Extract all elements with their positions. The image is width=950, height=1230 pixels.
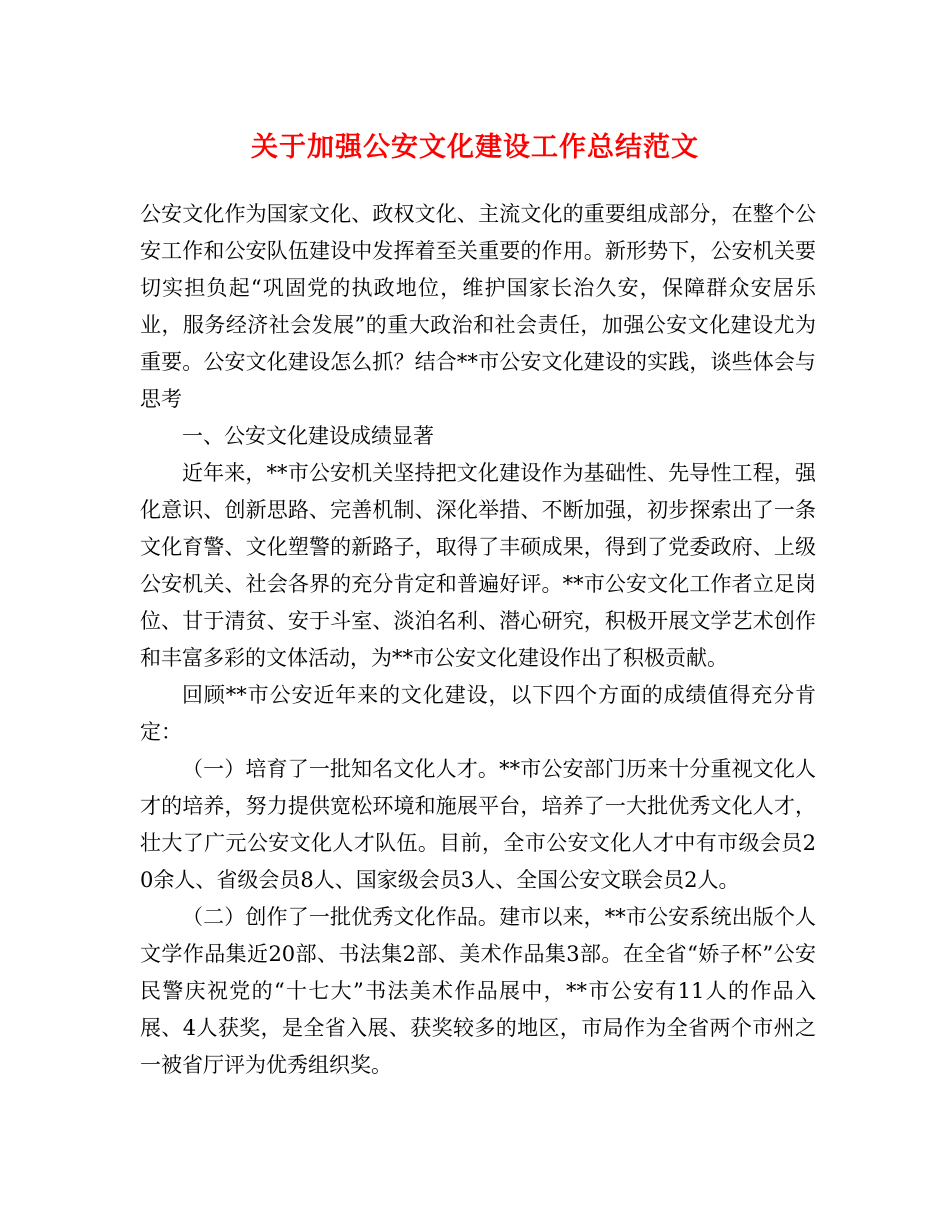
paragraph-review: 回顾**市公安近年来的文化建设，以下四个方面的成绩值得充分肯定：: [140, 683, 816, 744]
document-body: [140, 196, 816, 1084]
paragraph-intro: 公安文化作为国家文化、政权文化、主流文化的重要组成部分，在整个公安工作和公安队伍建设中发挥着至关重要的作用。新形势下，公安机关要切实担负起“巩固党的执政地位，维护国家长治久安，保障群众安居乐业，服务经济社会发展”的重大政治和社会责任，加强公安文化建设尤为重要。公安文化建设怎么抓？结合**市公安文化建设的实践，谈些体会与思考: [140, 202, 816, 411]
document-title: 关于加强公安文化建设工作总结范文: [251, 132, 699, 163]
section-heading-1: 一、公安文化建设成绩显著: [182, 424, 434, 448]
paragraph-talent: （一）培育了一批知名文化人才。**市公安部门历来十分重视文化人才的培养，努力提供宽松环境和施展平台，培养了一大批优秀文化人才，壮大了广元公安文化人才队伍。目前，全市公安文化人才中有市级会员20余人、省级会员8人、国家级会员3人、全国公安文联会员2人。: [140, 757, 816, 892]
paragraph-achievements: 近年来，**市公安机关坚持把文化建设作为基础性、先导性工程，强化意识、创新思路、完善机制、深化举措、不断加强，初步探索出了一条文化育警、文化塑警的新路子，取得了丰硕成果，得到了党委政府、上级公安机关、社会各界的充分肯定和普遍好评。**市公安文化工作者立足岗位、甘于清贫、安于斗室、淡泊名利、潜心研究，积极开展文学艺术创作和丰富多彩的文体活动，为**市公安文化建设作出了积极贡献。: [140, 461, 816, 670]
paragraph-works: （二）创作了一批优秀文化作品。建市以来，**市公安系统出版个人文学作品集近20部、书法集2部、美术作品集3部。在全省“娇子杯”公安民警庆祝党的“十七大”书法美术作品展中，**市公安有11人的作品入展、4人获奖，是全省入展、获奖较多的地区，市局作为全省两个市州之一被省厅评为优秀组织奖。: [140, 905, 816, 1077]
